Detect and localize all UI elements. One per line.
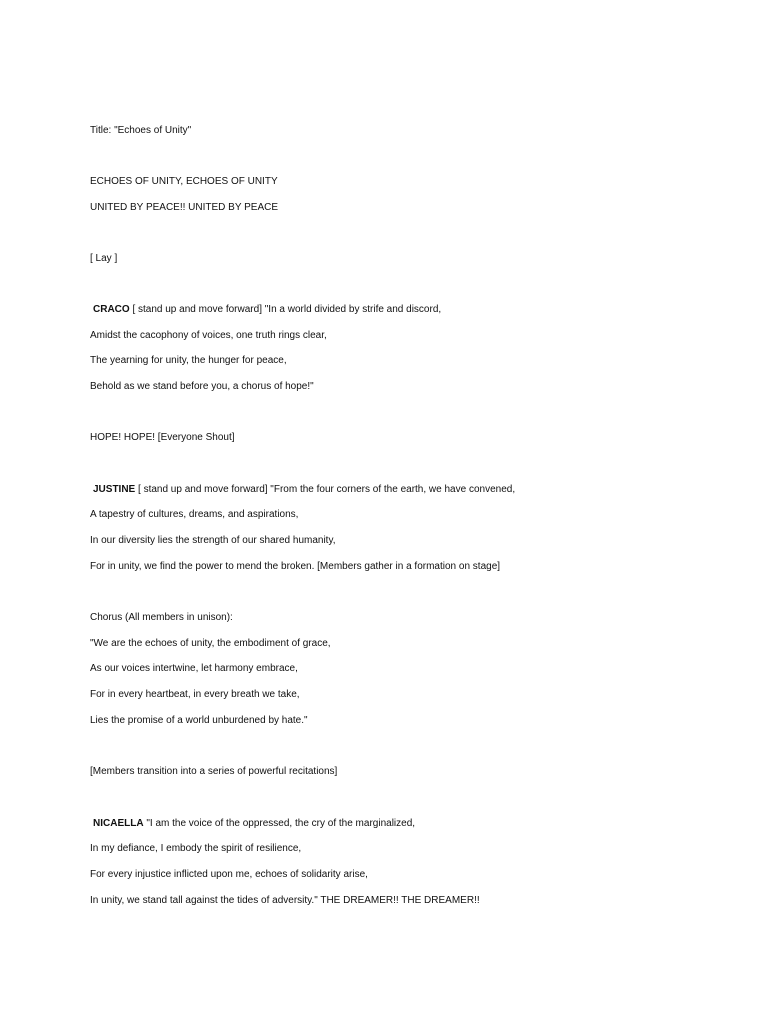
craco-line-1-text: [ stand up and move forward] "In a world divided by strife and discord, (129, 304, 442, 315)
chorus-line-3: For in every heartbeat, in every breath we take, (90, 689, 300, 700)
nicaella-line-4: In unity, we stand tall against the tides of adversity." THE DREAMER!! THE DREAMER!! (90, 895, 480, 906)
craco-line-3: The yearning for unity, the hunger for peace, (90, 355, 287, 366)
hope-shout-line: HOPE! HOPE! [Everyone Shout] (90, 432, 235, 443)
craco-line-1 (93, 303, 441, 316)
craco-line-2: Amidst the cacophony of voices, one truth rings clear, (90, 330, 327, 341)
speaker-name-craco: CRACO (93, 304, 130, 315)
justine-line-3: In our diversity lies the strength of our shared humanity, (90, 535, 336, 546)
justine-line-4: For in unity, we find the power to mend the broken. [Members gather in a formation on stage] (90, 561, 501, 572)
nicaella-line-1 (93, 817, 415, 830)
title-line: Title: "Echoes of Unity" (90, 125, 192, 136)
chorus-heading: Chorus (All members in unison): (90, 612, 233, 623)
speaker-name-justine: JUSTINE (93, 484, 136, 495)
speaker-name-nicaella: NICAELLA (93, 818, 144, 829)
justine-line-2: A tapestry of cultures, dreams, and aspirations, (90, 509, 299, 520)
nicaella-line-2: In my defiance, I embody the spirit of resilience, (90, 843, 302, 854)
chorus-line-4: Lies the promise of a world unburdened by hate." (90, 715, 308, 726)
refrain-line-1: ECHOES OF UNITY, ECHOES OF UNITY (90, 176, 278, 187)
nicaella-line-1-text: "I am the voice of the oppressed, the cry of the marginalized, (143, 818, 416, 829)
lay-marker: [ Lay ] (90, 253, 118, 264)
transition-direction: [Members transition into a series of powerful recitations] (90, 766, 338, 777)
chorus-line-1: "We are the echoes of unity, the embodiment of grace, (90, 638, 331, 649)
chorus-line-2: As our voices intertwine, let harmony embrace, (90, 663, 298, 674)
nicaella-line-3: For every injustice inflicted upon me, echoes of solidarity arise, (90, 869, 368, 880)
justine-line-1-text: [ stand up and move forward] "From the four corners of the earth, we have convened, (135, 484, 516, 495)
craco-line-4: Behold as we stand before you, a chorus of hope!" (90, 381, 314, 392)
justine-line-1 (93, 483, 515, 496)
refrain-line-2: UNITED BY PEACE!! UNITED BY PEACE (90, 202, 279, 213)
